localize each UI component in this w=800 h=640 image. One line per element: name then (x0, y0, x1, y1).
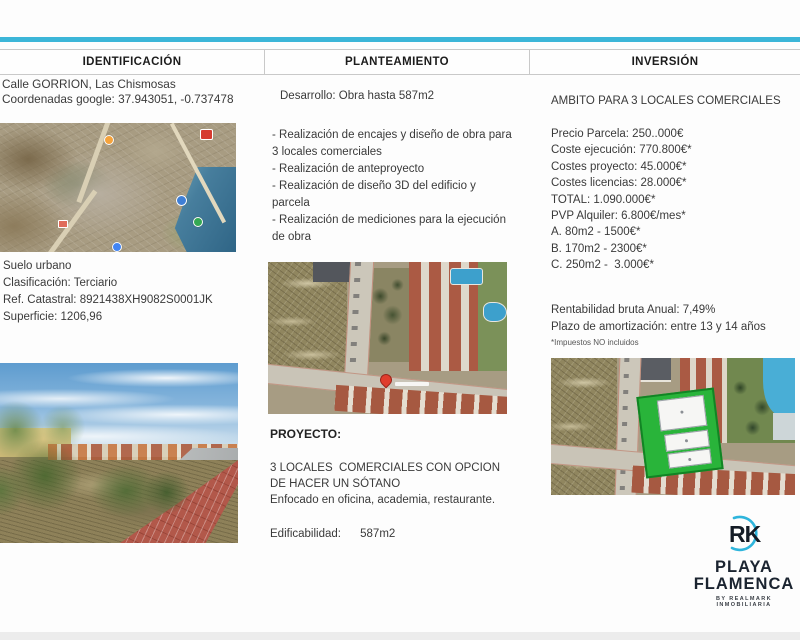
cost-line: A. 80m2 - 1500€* (551, 226, 641, 239)
cost-line: B. 170m2 - 2300€* (551, 242, 647, 255)
plazo-line: Plazo de amortización: entre 13 y 14 años (551, 320, 766, 333)
aerial-pool (483, 302, 507, 322)
edificabilidad-line: Edificabilidad: 587m2 (270, 528, 396, 540)
cost-line: C. 250m2 - 3.000€* (551, 259, 654, 272)
tax-footnote: *Impuestos NO incluidos (551, 338, 639, 347)
detail-line: Suelo urbano (3, 260, 72, 272)
aerial-pool (450, 268, 483, 285)
header-identificacion: IDENTIFICACIÓN (0, 50, 265, 74)
green-parcel-overlay (637, 388, 725, 479)
city-satellite-map-image (0, 123, 236, 252)
proyecto-description (270, 460, 512, 508)
bullet-item: - Realización de mediciones para la ejecución de obra (272, 214, 506, 243)
cost-line: Costes licencias: 28.000€* (551, 177, 687, 190)
local-unit-c (668, 449, 713, 470)
rentabilidad-line: Rentabilidad bruta Anual: 7,49% (551, 304, 716, 316)
red-brand-marker-icon (200, 129, 213, 140)
aerial-commercial-building (639, 358, 671, 382)
bullet-item: - Realización de diseño 3D del edificio y parcela (272, 180, 476, 209)
orange-place-marker-icon (104, 135, 114, 145)
local-unit-a (657, 395, 708, 432)
header-inversion: INVERSIÓN (631, 56, 699, 68)
cost-line: Costes proyecto: 45.000€* (551, 160, 687, 173)
bullet-item: - Realización de encajes y diseño de obra para 3 locales comerciales (272, 129, 512, 158)
proyecto-line: 3 LOCALES COMERCIALES CON OPCION DE HACER UN SÓTANO (270, 462, 504, 490)
identification-address-block (2, 77, 234, 106)
inversion-lines (551, 126, 692, 274)
aerial-parcel-scrub (368, 268, 409, 362)
blue-place-marker-icon (176, 195, 187, 206)
blue-dot-marker-icon (112, 242, 122, 252)
aerial-parked-cars (619, 358, 630, 495)
red-small-marker-icon (58, 220, 68, 228)
sea-area (151, 167, 236, 252)
header-planteamiento: PLANTEAMIENTO (265, 50, 530, 74)
parcel-overlay-aerial-image (551, 358, 795, 495)
parcel-aerial-image (268, 262, 507, 414)
aerial-vacant-land (551, 358, 617, 495)
desarrollo-line: Desarrollo: Obra hasta 587m2 (280, 90, 435, 102)
realmark-logo (688, 512, 800, 608)
cost-line: PVP Alquiler: 6.800€/mes* (551, 210, 686, 223)
identification-details-block (3, 258, 213, 326)
rk-monogram-text: RK (729, 521, 761, 547)
detail-line: Ref. Catastral: 8921438XH9082S0001JK (3, 294, 213, 306)
green-place-marker-icon (193, 217, 203, 227)
brand-tagline: BY REALMARK INMOBILIARIA (716, 596, 772, 608)
bullet-item: - Realización de anteproyecto (272, 163, 425, 175)
detail-line: Clasificación: Terciario (3, 277, 118, 289)
cost-line: TOTAL: 1.090.000€* (551, 193, 656, 206)
proyecto-line: Enfocado en oficina, academia, restaurante. (270, 494, 496, 506)
detail-line: Superficie: 1206,96 (3, 311, 103, 323)
footer-strip (0, 632, 800, 640)
photo-bush (143, 471, 191, 514)
profitability-block (551, 302, 766, 348)
photo-large-bush (0, 385, 119, 536)
accent-bar (0, 37, 800, 42)
street-name-label (395, 382, 429, 386)
brand-name-line1: PLAYA (715, 558, 773, 576)
cost-line: Precio Parcela: 250..000€ (551, 128, 684, 140)
proyecto-title: PROYECTO: (270, 427, 342, 441)
cost-line: Coste ejecución: 770.800€* (551, 144, 692, 157)
rk-monogram-icon (688, 512, 800, 554)
table-header-row (0, 49, 800, 75)
coordinates-line: Coordenadas google: 37.943051, -0.737478 (2, 91, 234, 106)
address-line: Calle GORRION, Las Chismosas (2, 77, 176, 91)
aerial-parked-cars (349, 262, 362, 381)
aerial-street-vertical (344, 262, 374, 381)
aerial-pool-deck (773, 413, 795, 440)
planteamiento-bullets (272, 127, 514, 246)
parcel-street-photo-image (0, 363, 238, 543)
brand-name-line2: FLAMENCA (693, 575, 795, 593)
inversion-title: AMBITO PARA 3 LOCALES COMERCIALES (551, 95, 781, 107)
